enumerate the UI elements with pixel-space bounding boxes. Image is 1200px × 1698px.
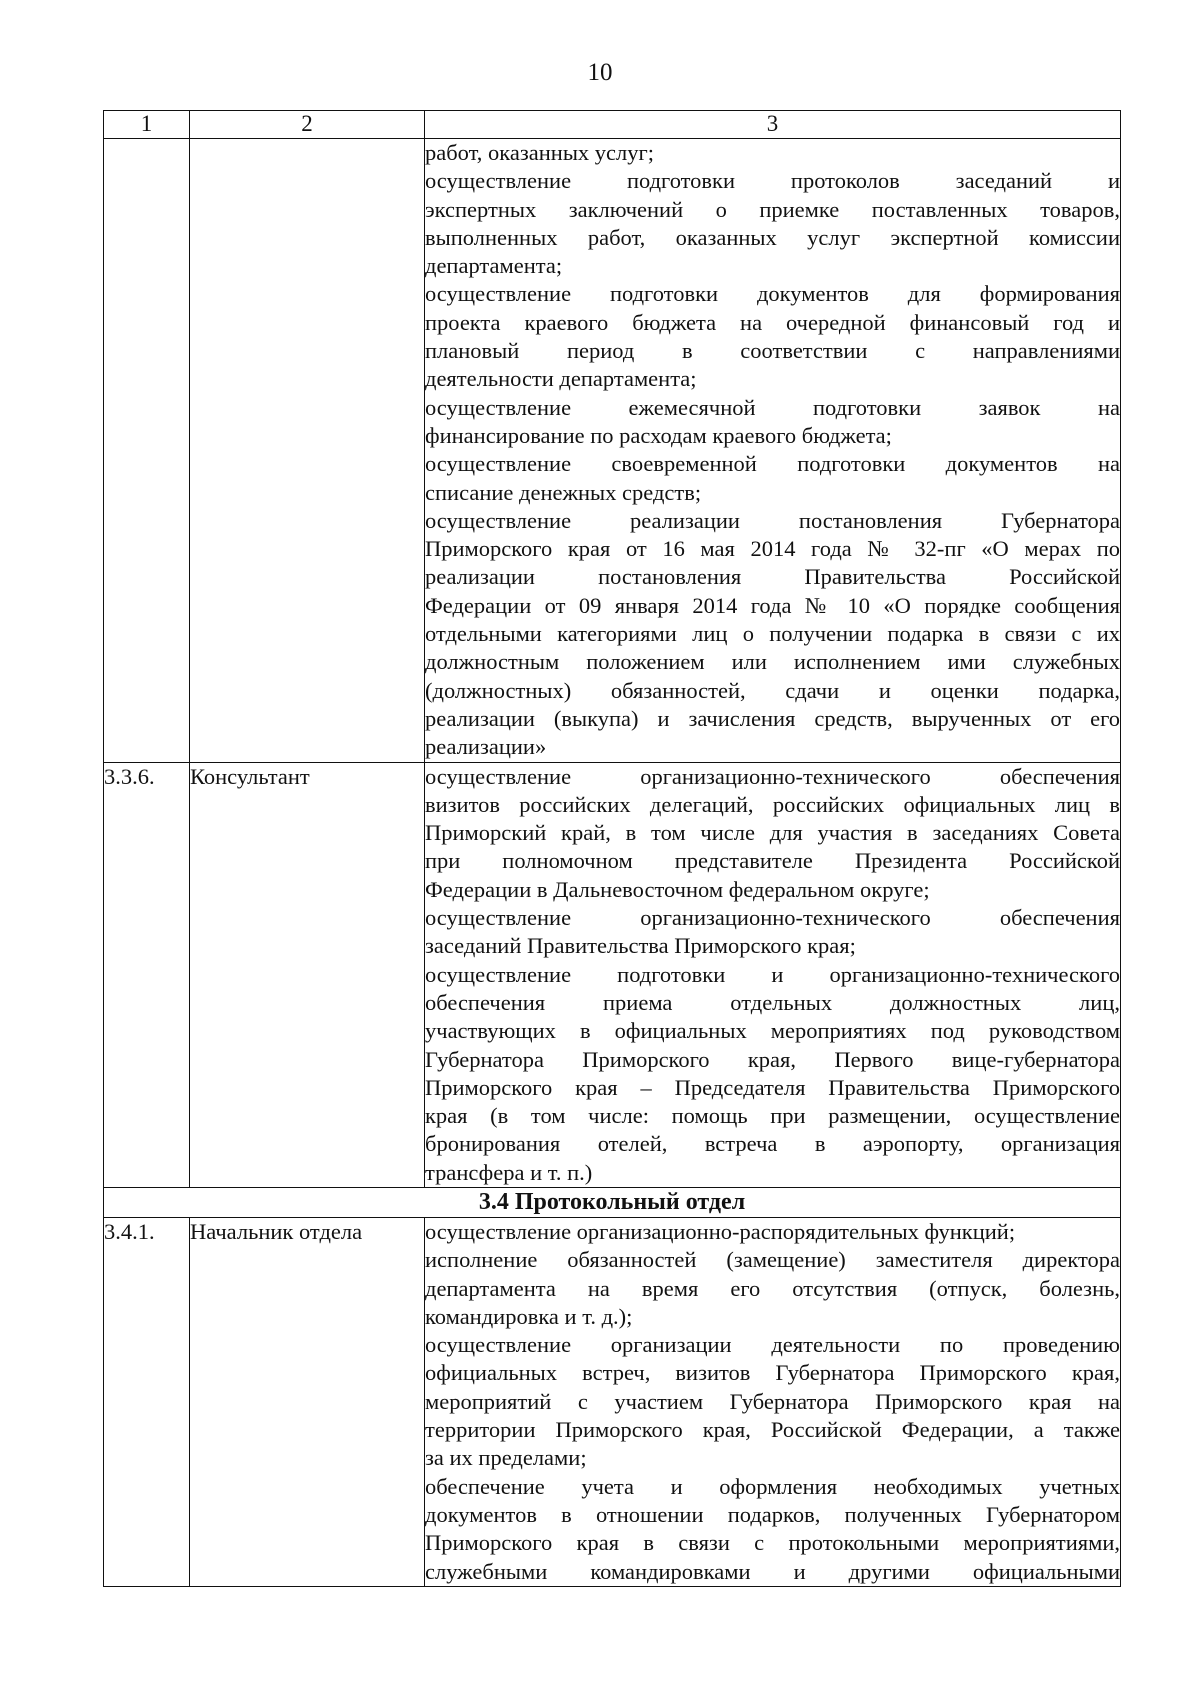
duty-line: осуществление подготовки и организационно-технического <box>425 961 1120 987</box>
duty-line: проекта краевого бюджета на очередной финансовый год и <box>425 309 1120 335</box>
row-duties <box>425 762 1121 1187</box>
row-number <box>104 139 190 763</box>
duty-line: финансирование по расходам краевого бюджета; <box>425 422 892 448</box>
header-col-3: 3 <box>425 111 1121 139</box>
header-col-1: 1 <box>104 111 190 139</box>
table-row <box>104 762 1121 1187</box>
duty-line: за их пределами; <box>425 1445 587 1471</box>
section-row <box>104 1187 1121 1217</box>
duty-line: командировка и т. д.); <box>425 1303 633 1329</box>
duty-line: края (в том числе: помощь при размещении, осуществление <box>425 1103 1120 1129</box>
table-row <box>104 1217 1121 1586</box>
row-position <box>190 139 425 763</box>
duty-line: экспертных заключений о приемке поставленных товаров, <box>425 196 1120 222</box>
duty-line: территории Приморского края, Российской Федерации, а также <box>425 1417 1120 1443</box>
row-position: Начальник отдела <box>190 1217 425 1586</box>
duty-line: реализации постановления Правительства Российской <box>425 564 1120 590</box>
header-col-2: 2 <box>190 111 425 139</box>
section-title: 3.4 Протокольный отдел <box>104 1187 1121 1217</box>
table-header-row <box>104 111 1121 139</box>
table-row <box>104 139 1121 763</box>
duty-line: при полномочном представителе Президента Российской <box>425 848 1120 874</box>
duty-line: осуществление организационно-технического обеспечения <box>425 763 1120 789</box>
duties-table <box>103 110 1121 1587</box>
row-duties <box>425 139 1121 763</box>
duty-line: Приморский край, в том числе для участия в заседаниях Совета <box>425 820 1120 846</box>
duty-line: трансфера и т. п.) <box>425 1159 593 1185</box>
duty-line: обеспечения приема отдельных должностных лиц, <box>425 989 1120 1015</box>
duty-line: (должностных) обязанностей, сдачи и оценки подарка, <box>425 677 1120 703</box>
duty-line: Федерации в Дальневосточном федеральном округе; <box>425 876 930 902</box>
duty-line: реализации» <box>425 734 547 760</box>
duty-line: осуществление подготовки протоколов заседаний и <box>425 168 1120 194</box>
duty-line: реализации (выкупа) и зачисления средств, вырученных от его <box>425 705 1120 731</box>
row-duties <box>425 1217 1121 1586</box>
row-number: 3.3.6. <box>104 762 190 1187</box>
duty-line: визитов российских делегаций, российских официальных лиц в <box>425 791 1120 817</box>
duty-line: осуществление подготовки документов для формирования <box>425 281 1120 307</box>
duty-line: выполненных работ, оказанных услуг экспертной комиссии <box>425 224 1120 250</box>
duty-line: осуществление своевременной подготовки документов на <box>425 451 1120 477</box>
duty-line: должностным положением или исполнением ими служебных <box>425 649 1120 675</box>
duty-line: участвующих в официальных мероприятиях под руководством <box>425 1018 1120 1044</box>
duty-line: работ, оказанных услуг; <box>425 140 654 165</box>
duty-line: осуществление организационно-распорядительных функций; <box>425 1218 1016 1244</box>
duty-line: списание денежных средств; <box>425 479 702 505</box>
duty-line: деятельности департамента; <box>425 366 697 392</box>
duty-line: осуществление реализации постановления Губернатора <box>425 507 1120 533</box>
duty-line: Приморского края от 16 мая 2014 года № 32-пг «О мерах по <box>425 536 1120 562</box>
duty-line: плановый период в соответствии с направлениями <box>425 338 1120 364</box>
row-number: 3.4.1. <box>104 1217 190 1586</box>
duty-line: департамента на время его отсутствия (отпуск, болезнь, <box>425 1275 1120 1301</box>
duty-line: осуществление организационно-технического обеспечения <box>425 905 1120 931</box>
duty-line: исполнение обязанностей (замещение) заместителя директора <box>425 1247 1120 1273</box>
duty-line: Приморского края в связи с протокольными мероприятиями, <box>425 1530 1120 1556</box>
duty-line: документов в отношении подарков, полученных Губернатором <box>425 1501 1120 1527</box>
duty-line: официальных встреч, визитов Губернатора Приморского края, <box>425 1360 1120 1386</box>
duty-line: Губернатора Приморского края, Первого вице-губернатора <box>425 1046 1120 1072</box>
duty-line: отдельными категориями лиц о получении подарка в связи с их <box>425 621 1120 647</box>
row-position: Консультант <box>190 762 425 1187</box>
duty-line: департамента; <box>425 253 563 279</box>
page-number: 10 <box>587 59 613 86</box>
duty-line: Приморского края – Председателя Правительства Приморского <box>425 1074 1120 1100</box>
duty-line: мероприятий с участием Губернатора Приморского края на <box>425 1388 1120 1414</box>
duty-line: служебными командировками и другими официальными <box>425 1558 1120 1584</box>
duty-line: обеспечение учета и оформления необходимых учетных <box>425 1473 1120 1499</box>
duty-line: осуществление организации деятельности по проведению <box>425 1332 1120 1358</box>
duty-line: осуществление ежемесячной подготовки заявок на <box>425 394 1120 420</box>
duty-line: заседаний Правительства Приморского края; <box>425 933 856 959</box>
duty-line: Федерации от 09 января 2014 года № 10 «О порядке сообщения <box>425 592 1120 618</box>
duty-line: бронирования отелей, встреча в аэропорту, организация <box>425 1131 1120 1157</box>
